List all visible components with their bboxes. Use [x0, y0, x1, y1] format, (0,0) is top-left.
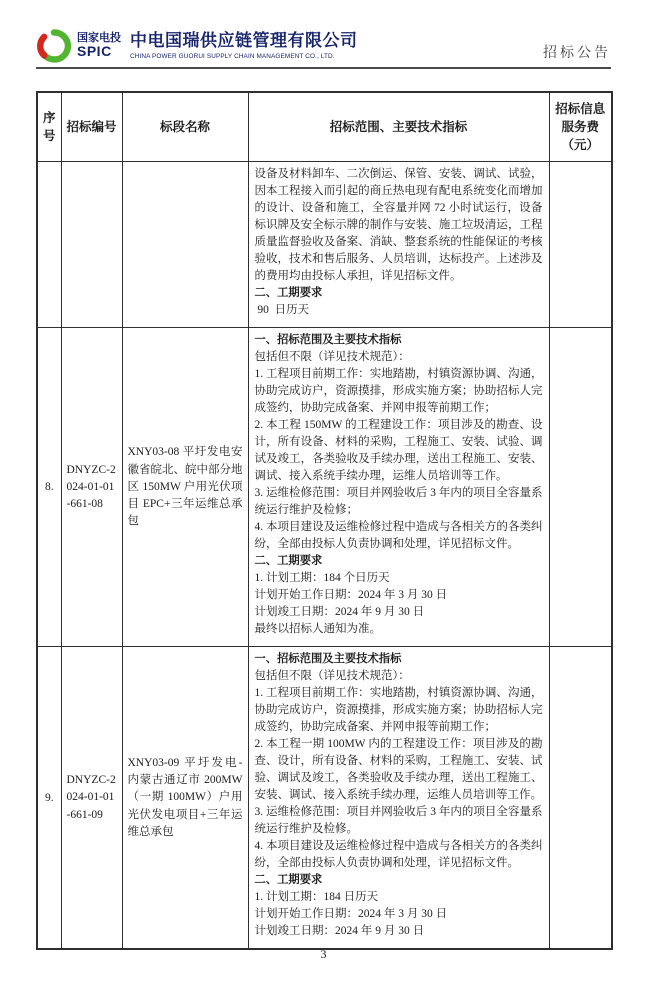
scope-text: 设备及材料卸车、二次倒运、保管、安装、调试、试验，因本工程接入而引起的商丘热电现有配电系统变化而增加的设计、设备和施工，全容量并网 72 小时试运行，设备标识牌及安全标示牌的制作与安装、施工垃圾清运，工程质量监督验收及备案、消缺、整套系统的性能保证的考核验收，技术和售后服务、人员培训，达标投产。上述涉及的费用均由投标人承担，详见招标文件。	[254, 168, 543, 283]
col-header-name: 标段名称	[122, 92, 248, 162]
col-header-seq: 序号	[37, 92, 61, 162]
cell-scope	[248, 647, 549, 950]
cell-section-name: XNY03-09 平圩发电-内蒙古通辽市 200MW（一期 100MW）户用光伏发电项目+三年运维总承包	[122, 647, 248, 950]
scope-text: 1. 工程项目前期工作：实地踏勘，村镇资源协调、沟通，协助完成访户，资源摸排，形成实施方案；协助招标人完成签约，协助完成备案、并网申报等前期工作；	[254, 368, 543, 415]
col-header-no: 招标编号	[61, 92, 122, 162]
cell-scope	[248, 328, 549, 647]
doc-type-label: 招标公告	[543, 44, 611, 60]
page-header	[36, 28, 611, 64]
cell-scope	[248, 162, 549, 328]
cell-tender-no	[61, 162, 122, 328]
company-name-en: CHINA POWER GUORUI SUPPLY CHAIN MANAGEMENT CO., LTD.	[130, 52, 335, 60]
company-block	[130, 32, 358, 60]
scope-heading: 二、工期要求	[254, 555, 323, 568]
cell-fee	[549, 647, 612, 950]
cell-section-name	[122, 162, 248, 328]
cell-fee	[549, 328, 612, 647]
header-row	[37, 92, 612, 162]
scope-heading: 一、招标范围及主要技术指标	[254, 334, 402, 347]
col-header-scope: 招标范围、主要技术指标	[248, 92, 549, 162]
cell-section-name: XNY03-08 平圩发电安徽省皖北、皖中部分地区 150MW 户用光伏项目 EPC+三年运维总承包	[122, 328, 248, 647]
scope-heading: 一、招标范围及主要技术指标	[254, 653, 402, 666]
scope-text: 计划竣工日期：2024 年 9 月 30 日	[254, 606, 425, 619]
brand-block	[36, 28, 358, 64]
brand-text	[77, 33, 121, 59]
spic-logo-icon	[36, 28, 72, 64]
scope-text: 4. 本项目建设及运维检修过程中造成与各相关方的各类纠纷，全部由投标人负责协调和处理，详见招标文件。	[254, 521, 543, 551]
brand-name-en: SPIC	[77, 43, 112, 60]
header-divider	[36, 67, 611, 69]
scope-heading: 二、工期要求	[254, 287, 323, 300]
scope-text: 2. 本工程 150MW 的工程建设工作：项目涉及的勘查、设计，所有设备、材料的采购，工程施工、安装、试验、调试及竣工，各类验收及手续办理，送出工程施工、安装、调试、接入系统手续办理，运维人员培训等工作。	[254, 419, 543, 483]
cell-fee	[549, 162, 612, 328]
cell-seq	[37, 162, 61, 328]
scope-text: 计划开始工作日期：2024 年 3 月 30 日	[254, 908, 448, 921]
cell-tender-no: DNYZC-2024-01-01-661-09	[61, 647, 122, 950]
scope-text: 1. 计划工期：184 日历天	[254, 891, 379, 904]
table-row	[37, 328, 612, 647]
scope-text: 2. 本工程一期 100MW 内的工程建设工作：项目涉及的勘查、设计，所有设备、材料的采购，工程施工、安装、试验、调试及竣工，各类验收及手续办理，送出工程施工、安装、调试、接入系统手续办理，运维人员培训等工作。	[254, 738, 543, 802]
page-number: 3	[320, 947, 327, 961]
tender-table-head	[37, 92, 612, 162]
scope-text: 3. 运维检修范围：项目并网验收后 3 年内的项目全容量系统运行维护及检修；	[254, 487, 543, 517]
scope-text: 3. 运维检修范围：项目并网验收后 3 年内的项目全容量系统运行维护及检修。	[254, 806, 543, 836]
scope-text: 1. 计划工期：184 个日历天	[254, 572, 390, 585]
scope-text: 4. 本项目建设及运维检修过程中造成与各相关方的各类纠纷，全部由投标人负责协调和处理，详见招标文件。	[254, 840, 543, 870]
table-row	[37, 162, 612, 328]
tender-table	[36, 91, 613, 950]
table-row	[37, 647, 612, 950]
scope-heading: 二、工期要求	[254, 874, 323, 887]
scope-text: 包括但不限（详见技术规范）：	[254, 351, 410, 364]
company-name-cn: 中电国瑞供应链管理有限公司	[130, 31, 358, 51]
scope-text: 1. 工程项目前期工作：实地踏勘，村镇资源协调、沟通，协助完成访户，资源摸排，形成实施方案；协助招标人完成签约，协助完成备案、并网申报等前期工作；	[254, 687, 543, 734]
scope-text: 90 日历天	[254, 304, 310, 317]
scope-text: 计划开始工作日期：2024 年 3 月 30 日	[254, 589, 448, 602]
brand-name-cn: 国家电投	[77, 31, 121, 44]
scope-text: 最终以招标人通知为准。	[254, 623, 381, 636]
tender-table-body	[37, 162, 612, 950]
cell-tender-no: DNYZC-2024-01-01-661-08	[61, 328, 122, 647]
cell-seq: 8.	[37, 328, 61, 647]
cell-seq: 9.	[37, 647, 61, 950]
scope-text: 计划竣工日期：2024 年 9 月 30 日	[254, 925, 425, 938]
scope-text: 包括但不限（详见技术规范）：	[254, 670, 410, 683]
col-header-fee: 招标信息服务费（元）	[549, 92, 612, 162]
